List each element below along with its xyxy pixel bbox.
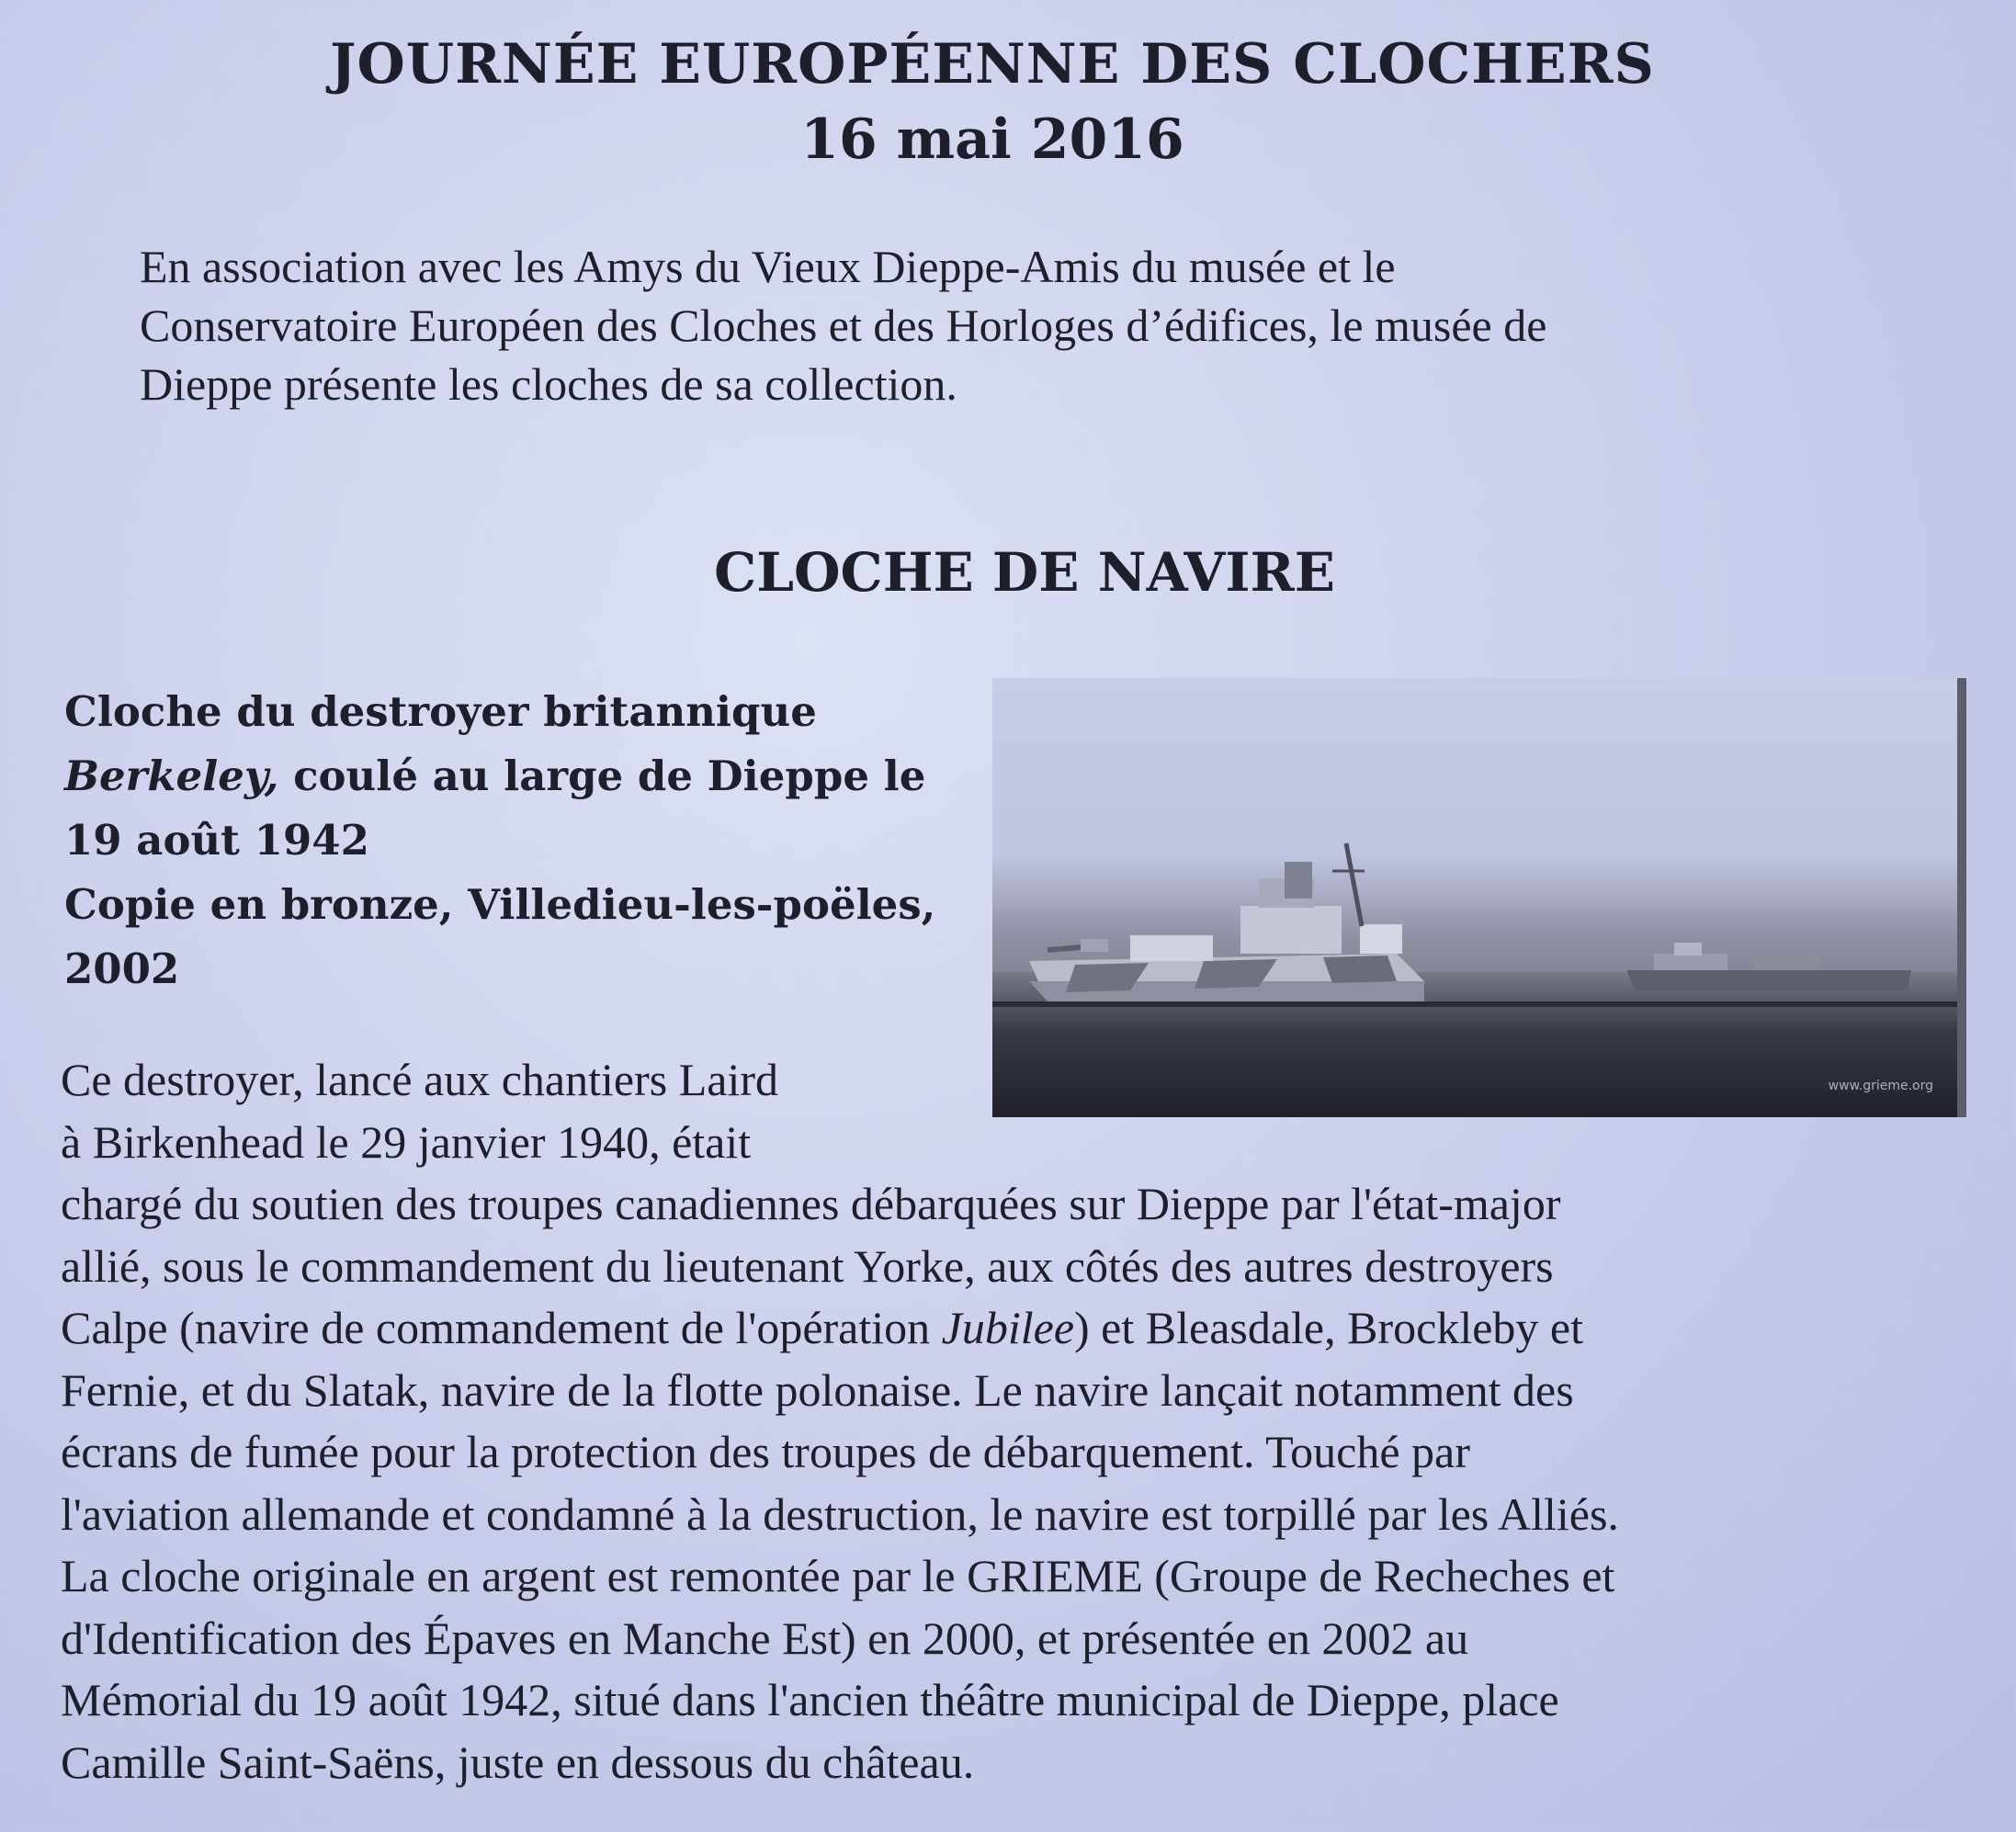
- object-caption: [64, 680, 946, 1001]
- body-line: [61, 1297, 1972, 1360]
- intro-line: Dieppe présente les cloches de sa collection.: [140, 358, 957, 410]
- body-line: écrans de fumée pour la protection des troupes de débarquement. Touché par: [61, 1426, 1470, 1477]
- body-text: Calpe (navire de commandement de l'opération: [61, 1302, 942, 1353]
- intro-paragraph: [140, 237, 1886, 413]
- body-line: Ce destroyer, lancé aux chantiers Laird: [61, 1054, 778, 1105]
- body-line: l'aviation allemande et condamné à la destruction, le navire est torpillé par les Alliés.: [61, 1487, 1619, 1540]
- body-line: à Birkenhead le 29 janvier 1940, était: [61, 1115, 752, 1168]
- body-line: d'Identification des Épaves en Manche Est) en 2000, et présentée en 2002 au: [61, 1611, 1469, 1664]
- body-line: allié, sous le commandement du lieutenant Yorke, aux côtés des autres destroyers: [61, 1239, 1554, 1292]
- caption-line: [64, 744, 946, 809]
- caption-line: 19 août 1942: [64, 816, 369, 865]
- intro-line: Conservatoire Européen des Cloches et des Horloges d’édifices, le musée de: [140, 300, 1547, 351]
- body-line: chargé du soutien des troupes canadiennes débarquées sur Dieppe par l'état-major: [61, 1178, 1561, 1229]
- event-date: 16 mai 2016: [800, 107, 1184, 172]
- section-title: CLOCHE DE NAVIRE: [714, 541, 1335, 604]
- body-paragraph: [61, 1049, 1972, 1793]
- ship-name: Berkeley,: [64, 752, 279, 800]
- intro-line: En association avec les Amys du Vieux Dieppe-Amis du musée et le: [140, 241, 1396, 292]
- photo-credit: www.grieme.org: [1828, 1079, 1933, 1093]
- body-line: Fernie, et du Slatak, navire de la flotte polonaise. Le navire lançait notamment des: [61, 1363, 1574, 1416]
- caption-line: Copie en bronze, Villedieu-les-poëles,: [64, 880, 936, 929]
- operation-name: Jubilee: [941, 1302, 1075, 1353]
- panel-title: JOURNÉE EUROPÉENNE DES CLOCHERS: [330, 32, 1655, 96]
- body-line: Mémorial du 19 août 1942, situé dans l'ancien théâtre municipal de Dieppe, place: [61, 1674, 1559, 1725]
- body-line: Camille Saint-Saëns, juste en dessous du château.: [61, 1736, 975, 1788]
- caption-text: coulé au large de Dieppe le: [278, 752, 926, 800]
- body-line: La cloche originale en argent est remontée par le GRIEME (Groupe de Recheches et: [61, 1550, 1615, 1601]
- body-text: ) et Bleasdale, Brockleby et: [1074, 1302, 1583, 1353]
- caption-line: 2002: [64, 944, 180, 993]
- caption-line: Cloche du destroyer britannique: [64, 687, 817, 736]
